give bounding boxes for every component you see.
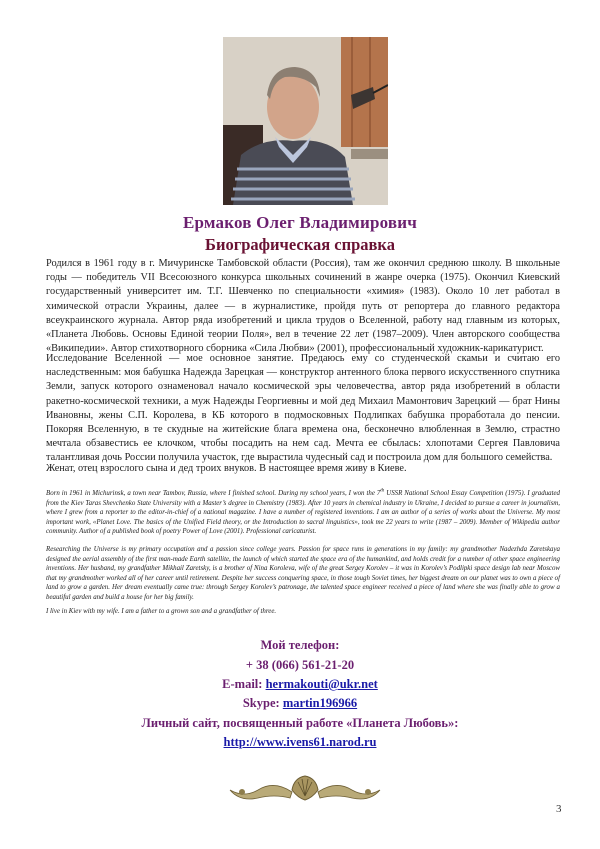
email-label: E-mail: [222, 677, 266, 691]
bio-en-p1-text-b: USSR National School Essay Competition (1975). I graduated from the Kiev Taras Shevchenko State University with a Master’s degree in Chemistry (1983). After 10 years in chemical industry in Ukraine, I decided to pursue a career in journalism, where I grew from a reporter to the editor-in-chief of a national magazine. I have a number of registered inventions. I am an author of a series of works about the Universe. My most important work, «Planet Love. The basics of the Unified Field theory, or the Introduction to sacral linguistics», took me 22 years to write (1987 – 2009). Member of Wikipedia author community. Author of a published book of poetry Power of Love (2001). Professional caricaturist. [46, 490, 561, 536]
person-photo-icon [223, 37, 388, 205]
email-link[interactable]: hermakouti@ukr.net [265, 677, 378, 691]
portrait-photo [223, 37, 388, 205]
phone-label: Мой телефон: [260, 638, 340, 652]
email-line [0, 677, 600, 692]
skype-label: Skype: [242, 696, 283, 710]
bio-ru-paragraph-1: Родился в 1961 году в г. Мичуринске Тамбовской области (Россия), там же окончил среднюю школу. В школьные годы — победитель VII Всесоюзного конкурса школьных сочинений в жанре очерка (1975). Окончил Киевский государственный университет им. Т.Г. Шевченко по специальности «химия» (1983). Около 10 лет работал в химической отрасли Украины, далее — в журналистике, пройдя путь от репортера до главного редактора всеукраинского журнала. Автор ряда изобретений и цикла трудов о Вселенной, работу над главным из которых, «Планета Любовь. Основы Единой теории Поля», вел в течение 22 лет (1987–2009). Член авторского сообщества «Википедии». Автор стихотворного сборника «Сила Любви» (2001), профессиональный художник-карикатурист. [46, 258, 560, 355]
ornament-divider-icon [224, 772, 386, 806]
phone-number: + 38 (066) 561-21-20 [245, 658, 355, 672]
bio-en-paragraph-1 [46, 489, 560, 537]
bio-en-p1-text-a: Born in 1961 in Michurinsk, a town near Tambov, Russia, where I finished school. During my school years, I won the 7 [46, 490, 381, 497]
bio-ru-paragraph-3: Женат, отец взрослого сына и дед троих внуков. В настоящее время живу в Киеве. [46, 463, 407, 474]
skype-link[interactable]: martin196966 [282, 696, 358, 710]
bio-en-paragraph-3: I live in Kiev with my wife. I am a father to a grown son and a grandfather of three. [46, 608, 277, 615]
document-subtitle: Биографическая справка [205, 235, 395, 254]
website-link[interactable]: http://www.ivens61.narod.ru [223, 735, 377, 749]
page-number: 3 [556, 803, 562, 815]
website-label: Личный сайт, посвященный работе «Планета Любовь»: [141, 716, 459, 730]
skype-line [0, 696, 600, 711]
bio-ru-paragraph-2: Исследование Вселенной — мое основное занятие. Предаюсь ему со студенческой скамьи и считаю его наследственным: моя бабушка Надежда Зарецкая — конструктор антенного блока первого искусственного спутника Земли, запуск которого ознаменовал начало космической эры человечества, автор ряда изобретений в области ракетно-космической техники, а муж Надежды Георгиевны и мой дед Михаил Мамонтович Зарецкий — брат Нины Ивановны, жены С.П. Королева, в КБ которого в подмосковных Подлипках бабушка проработала до пенсии. Покоряя Вселенную, в те скудные на житейские блага времена она, бесконечно влюбленная в Землю, страстно мечтала обзавестись ее клочком, чтобы посадить на нем сад. Мечта ее сбылась: хлопотами Сергея Павловича талантливая дочь России получила участок, где вырастила чудесный сад и построила дом для большого семейства. [46, 353, 560, 464]
website-line [0, 735, 600, 750]
person-name: Ермаков Олег Владимирович [182, 213, 418, 232]
bio-en-paragraph-2: Researching the Universe is my primary occupation and a passion since college years. Passion for space runs in generations in my family: my grandmother Nadezhda Zaretskaya designed the aerial assembly of the first man-made Earth satellite, the launch of which started the space era of the humankind, and holds credit for a number of other space engineering inventions. Her husband, my grandfather Mikhail Zaretsky, is a brother of Nina Koroleva, wife of the great Sergey Korolev – it was in Korolev’s Podlipki space design lab near Moscow that my grandmother worked all of her career until retirement. Despite her success conquering space, in those tough Soviet times, her biggest dream on our planet was to own a piece of land to grow a garden. Her dream eventually came true: through Sergey Korolev’s patronage, the talented space engineer received a piece of land where she was finally able to grow a beautiful garden and build a house for her big family. [46, 546, 560, 601]
ordinal-superscript: th [380, 488, 385, 494]
